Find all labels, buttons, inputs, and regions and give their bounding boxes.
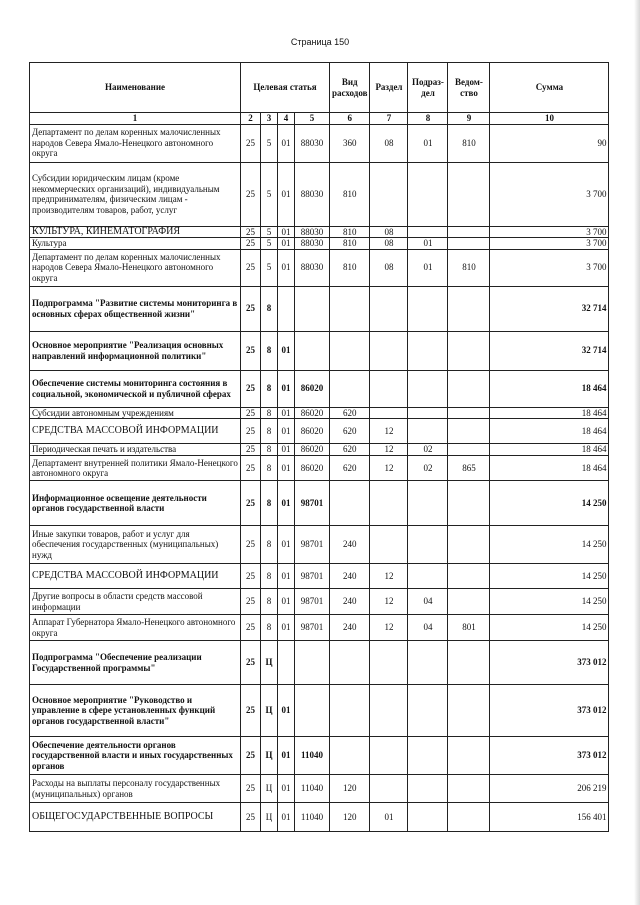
table-body bbox=[30, 124, 609, 832]
row-expense-type bbox=[330, 286, 370, 331]
row-subsection: 04 bbox=[408, 589, 448, 615]
row-sum: 18 464 bbox=[490, 444, 609, 456]
table-row bbox=[30, 162, 609, 226]
row-event: 01 bbox=[278, 226, 295, 238]
table-row bbox=[30, 615, 609, 641]
row-sum: 3 700 bbox=[490, 238, 609, 250]
row-subsection bbox=[408, 685, 448, 737]
row-section: 08 bbox=[370, 226, 408, 238]
row-section: 12 bbox=[370, 444, 408, 456]
row-subprogram: 8 bbox=[261, 589, 278, 615]
row-subprogram: Ц bbox=[261, 775, 278, 803]
row-event: 01 bbox=[278, 407, 295, 419]
row-program: 25 bbox=[241, 444, 261, 456]
table-row bbox=[30, 238, 609, 250]
col-number: 2 bbox=[241, 113, 261, 125]
row-direction bbox=[295, 685, 330, 737]
row-sum: 14 250 bbox=[490, 526, 609, 564]
row-department bbox=[448, 685, 490, 737]
row-sum: 18 464 bbox=[490, 456, 609, 481]
row-sum: 3 700 bbox=[490, 226, 609, 238]
row-subprogram: Ц bbox=[261, 803, 278, 832]
row-program: 25 bbox=[241, 481, 261, 526]
col-number: 8 bbox=[408, 113, 448, 125]
row-department bbox=[448, 419, 490, 444]
row-name: КУЛЬТУРА, КИНЕМАТОГРАФИЯ bbox=[30, 226, 241, 238]
scan-edge bbox=[634, 0, 640, 905]
row-direction bbox=[295, 641, 330, 685]
row-sum: 373 012 bbox=[490, 685, 609, 737]
row-expense-type: 810 bbox=[330, 162, 370, 226]
row-direction: 98701 bbox=[295, 564, 330, 589]
budget-table bbox=[29, 62, 609, 832]
row-subprogram: 8 bbox=[261, 419, 278, 444]
row-department bbox=[448, 226, 490, 238]
row-subprogram: 5 bbox=[261, 238, 278, 250]
row-department bbox=[448, 444, 490, 456]
row-name: Департамент по делам коренных малочисленных народов Севера Ямало-Ненецкого автономного округа bbox=[30, 124, 241, 162]
row-department: 810 bbox=[448, 249, 490, 286]
row-subsection: 01 bbox=[408, 238, 448, 250]
table-row bbox=[30, 331, 609, 370]
row-event: 01 bbox=[278, 589, 295, 615]
row-expense-type: 360 bbox=[330, 124, 370, 162]
row-event: 01 bbox=[278, 370, 295, 407]
row-department: 801 bbox=[448, 615, 490, 641]
row-section: 08 bbox=[370, 124, 408, 162]
row-expense-type: 810 bbox=[330, 249, 370, 286]
row-subsection bbox=[408, 370, 448, 407]
row-expense-type: 620 bbox=[330, 456, 370, 481]
row-subsection bbox=[408, 226, 448, 238]
row-subprogram: Ц bbox=[261, 641, 278, 685]
row-subsection bbox=[408, 286, 448, 331]
row-direction: 86020 bbox=[295, 456, 330, 481]
row-subsection bbox=[408, 775, 448, 803]
row-event: 01 bbox=[278, 331, 295, 370]
row-section bbox=[370, 331, 408, 370]
row-section: 12 bbox=[370, 419, 408, 444]
row-subprogram: 5 bbox=[261, 249, 278, 286]
table-row bbox=[30, 775, 609, 803]
row-section bbox=[370, 641, 408, 685]
row-subprogram: Ц bbox=[261, 685, 278, 737]
table-row bbox=[30, 481, 609, 526]
row-section bbox=[370, 407, 408, 419]
row-expense-type: 810 bbox=[330, 226, 370, 238]
row-name: Обеспечение деятельности органов государственной власти и иных государственных органов bbox=[30, 737, 241, 775]
row-direction: 86020 bbox=[295, 370, 330, 407]
row-program: 25 bbox=[241, 419, 261, 444]
table-row bbox=[30, 249, 609, 286]
col-number: 6 bbox=[330, 113, 370, 125]
table-row bbox=[30, 456, 609, 481]
row-event: 01 bbox=[278, 737, 295, 775]
col-number: 7 bbox=[370, 113, 408, 125]
row-expense-type: 620 bbox=[330, 444, 370, 456]
row-program: 25 bbox=[241, 407, 261, 419]
row-department bbox=[448, 803, 490, 832]
row-program: 25 bbox=[241, 685, 261, 737]
row-sum: 156 401 bbox=[490, 803, 609, 832]
row-direction: 88030 bbox=[295, 162, 330, 226]
row-subprogram: 8 bbox=[261, 526, 278, 564]
row-subsection bbox=[408, 641, 448, 685]
row-direction: 86020 bbox=[295, 419, 330, 444]
row-direction bbox=[295, 286, 330, 331]
row-direction: 11040 bbox=[295, 803, 330, 832]
table-row bbox=[30, 370, 609, 407]
row-department bbox=[448, 286, 490, 331]
row-section: 12 bbox=[370, 456, 408, 481]
row-sum: 32 714 bbox=[490, 286, 609, 331]
table-row bbox=[30, 226, 609, 238]
row-direction: 98701 bbox=[295, 526, 330, 564]
row-program: 25 bbox=[241, 775, 261, 803]
row-expense-type: 240 bbox=[330, 564, 370, 589]
row-department bbox=[448, 162, 490, 226]
row-sum: 373 012 bbox=[490, 641, 609, 685]
row-subprogram: 8 bbox=[261, 407, 278, 419]
row-program: 25 bbox=[241, 641, 261, 685]
row-event: 01 bbox=[278, 803, 295, 832]
row-subsection: 02 bbox=[408, 456, 448, 481]
row-direction: 88030 bbox=[295, 238, 330, 250]
header-name: Наименование bbox=[30, 63, 241, 113]
row-name: Иные закупки товаров, работ и услуг для обеспечения государственных (муниципальных) нужд bbox=[30, 526, 241, 564]
row-subsection: 01 bbox=[408, 124, 448, 162]
row-event: 01 bbox=[278, 775, 295, 803]
row-program: 25 bbox=[241, 456, 261, 481]
page-number-label: Страница 150 bbox=[290, 37, 350, 47]
row-program: 25 bbox=[241, 162, 261, 226]
row-program: 25 bbox=[241, 803, 261, 832]
row-event: 01 bbox=[278, 481, 295, 526]
row-direction: 98701 bbox=[295, 615, 330, 641]
row-department bbox=[448, 589, 490, 615]
row-expense-type bbox=[330, 685, 370, 737]
row-subprogram: 8 bbox=[261, 370, 278, 407]
row-direction: 11040 bbox=[295, 737, 330, 775]
row-department bbox=[448, 370, 490, 407]
row-sum: 14 250 bbox=[490, 564, 609, 589]
row-expense-type: 240 bbox=[330, 589, 370, 615]
row-name: СРЕДСТВА МАССОВОЙ ИНФОРМАЦИИ bbox=[30, 419, 241, 444]
row-subprogram: 8 bbox=[261, 481, 278, 526]
table-row bbox=[30, 444, 609, 456]
row-direction: 88030 bbox=[295, 124, 330, 162]
row-section: 12 bbox=[370, 615, 408, 641]
row-program: 25 bbox=[241, 226, 261, 238]
row-name: Подпрограмма "Обеспечение реализации Государственной программы" bbox=[30, 641, 241, 685]
row-subprogram: 8 bbox=[261, 286, 278, 331]
row-department bbox=[448, 641, 490, 685]
row-name: Культура bbox=[30, 238, 241, 250]
row-department bbox=[448, 331, 490, 370]
row-name: Субсидии автономным учреждениям bbox=[30, 407, 241, 419]
row-subsection: 01 bbox=[408, 249, 448, 286]
row-expense-type bbox=[330, 737, 370, 775]
row-event bbox=[278, 286, 295, 331]
row-sum: 14 250 bbox=[490, 481, 609, 526]
row-event: 01 bbox=[278, 526, 295, 564]
row-expense-type: 810 bbox=[330, 238, 370, 250]
row-direction: 86020 bbox=[295, 444, 330, 456]
row-event: 01 bbox=[278, 456, 295, 481]
row-name: Основное мероприятие "Руководство и управление в сфере установленных функций органов государственной власти" bbox=[30, 685, 241, 737]
row-subprogram: 8 bbox=[261, 456, 278, 481]
row-event: 01 bbox=[278, 124, 295, 162]
row-program: 25 bbox=[241, 238, 261, 250]
col-number: 4 bbox=[278, 113, 295, 125]
row-event: 01 bbox=[278, 249, 295, 286]
row-subsection bbox=[408, 803, 448, 832]
row-event: 01 bbox=[278, 419, 295, 444]
header-section: Раздел bbox=[370, 63, 408, 113]
col-number: 3 bbox=[261, 113, 278, 125]
row-subsection bbox=[408, 419, 448, 444]
row-name: Другие вопросы в области средств массовой информации bbox=[30, 589, 241, 615]
table-row bbox=[30, 407, 609, 419]
row-event: 01 bbox=[278, 564, 295, 589]
table-row bbox=[30, 641, 609, 685]
row-expense-type bbox=[330, 370, 370, 407]
row-sum: 373 012 bbox=[490, 737, 609, 775]
row-direction: 86020 bbox=[295, 407, 330, 419]
row-subsection bbox=[408, 407, 448, 419]
row-expense-type: 120 bbox=[330, 775, 370, 803]
row-program: 25 bbox=[241, 526, 261, 564]
header-subsection: Подраз-дел bbox=[408, 63, 448, 113]
row-sum: 206 219 bbox=[490, 775, 609, 803]
row-subprogram: 8 bbox=[261, 444, 278, 456]
row-event: 01 bbox=[278, 238, 295, 250]
row-subprogram: Ц bbox=[261, 737, 278, 775]
row-program: 25 bbox=[241, 615, 261, 641]
row-expense-type: 240 bbox=[330, 526, 370, 564]
row-program: 25 bbox=[241, 370, 261, 407]
row-expense-type bbox=[330, 481, 370, 526]
row-section bbox=[370, 685, 408, 737]
row-department bbox=[448, 407, 490, 419]
row-sum: 18 464 bbox=[490, 419, 609, 444]
table-row bbox=[30, 526, 609, 564]
table-row bbox=[30, 737, 609, 775]
row-subprogram: 8 bbox=[261, 331, 278, 370]
row-section: 12 bbox=[370, 564, 408, 589]
row-expense-type: 240 bbox=[330, 615, 370, 641]
header-target-article: Целевая статья bbox=[241, 63, 330, 113]
row-subsection: 04 bbox=[408, 615, 448, 641]
row-subsection bbox=[408, 481, 448, 526]
row-department bbox=[448, 564, 490, 589]
row-section bbox=[370, 286, 408, 331]
table-row bbox=[30, 589, 609, 615]
row-section bbox=[370, 162, 408, 226]
row-expense-type: 620 bbox=[330, 419, 370, 444]
row-name: ОБЩЕГОСУДАРСТВЕННЫЕ ВОПРОСЫ bbox=[30, 803, 241, 832]
row-subprogram: 5 bbox=[261, 226, 278, 238]
table-header bbox=[30, 63, 609, 125]
row-department bbox=[448, 238, 490, 250]
row-name: Департамент по делам коренных малочисленных народов Севера Ямало-Ненецкого автономного округа bbox=[30, 249, 241, 286]
row-name: Периодическая печать и издательства bbox=[30, 444, 241, 456]
row-subprogram: 8 bbox=[261, 564, 278, 589]
row-section: 01 bbox=[370, 803, 408, 832]
row-subsection bbox=[408, 162, 448, 226]
row-name: СРЕДСТВА МАССОВОЙ ИНФОРМАЦИИ bbox=[30, 564, 241, 589]
row-subprogram: 5 bbox=[261, 124, 278, 162]
row-program: 25 bbox=[241, 331, 261, 370]
row-expense-type: 620 bbox=[330, 407, 370, 419]
row-section: 12 bbox=[370, 589, 408, 615]
row-name: Подпрограмма "Развитие системы мониторинга в основных сферах общественной жизни" bbox=[30, 286, 241, 331]
header-sum: Сумма bbox=[490, 63, 609, 113]
row-name: Основное мероприятие "Реализация основных направлений информационной политики" bbox=[30, 331, 241, 370]
row-expense-type bbox=[330, 641, 370, 685]
row-name: Информационное освещение деятельности органов государственной власти bbox=[30, 481, 241, 526]
row-subprogram: 8 bbox=[261, 615, 278, 641]
row-event: 01 bbox=[278, 444, 295, 456]
row-section bbox=[370, 481, 408, 526]
row-section: 08 bbox=[370, 238, 408, 250]
row-subsection bbox=[408, 526, 448, 564]
row-program: 25 bbox=[241, 737, 261, 775]
row-direction: 98701 bbox=[295, 589, 330, 615]
row-sum: 18 464 bbox=[490, 407, 609, 419]
row-department: 865 bbox=[448, 456, 490, 481]
table-row bbox=[30, 685, 609, 737]
row-event bbox=[278, 641, 295, 685]
row-section bbox=[370, 370, 408, 407]
header-department: Ведом-ство bbox=[448, 63, 490, 113]
row-event: 01 bbox=[278, 685, 295, 737]
col-number: 9 bbox=[448, 113, 490, 125]
table-row bbox=[30, 286, 609, 331]
row-program: 25 bbox=[241, 286, 261, 331]
row-section bbox=[370, 737, 408, 775]
row-subsection bbox=[408, 331, 448, 370]
row-direction: 98701 bbox=[295, 481, 330, 526]
row-direction: 88030 bbox=[295, 226, 330, 238]
row-name: Департамент внутренней политики Ямало-Ненецкого автономного округа bbox=[30, 456, 241, 481]
row-sum: 14 250 bbox=[490, 589, 609, 615]
row-subsection bbox=[408, 737, 448, 775]
table-row bbox=[30, 124, 609, 162]
col-number: 10 bbox=[490, 113, 609, 125]
row-program: 25 bbox=[241, 589, 261, 615]
table-row bbox=[30, 419, 609, 444]
row-subsection: 02 bbox=[408, 444, 448, 456]
row-subprogram: 5 bbox=[261, 162, 278, 226]
table-row bbox=[30, 564, 609, 589]
row-expense-type: 120 bbox=[330, 803, 370, 832]
row-department: 810 bbox=[448, 124, 490, 162]
col-number: 1 bbox=[30, 113, 241, 125]
row-direction bbox=[295, 331, 330, 370]
row-department bbox=[448, 526, 490, 564]
row-event: 01 bbox=[278, 162, 295, 226]
row-section: 08 bbox=[370, 249, 408, 286]
row-name: Расходы на выплаты персоналу государственных (муниципальных) органов bbox=[30, 775, 241, 803]
col-number: 5 bbox=[295, 113, 330, 125]
row-department bbox=[448, 481, 490, 526]
row-name: Обеспечение системы мониторинга состояния в социальной, экономической и публичной сферах bbox=[30, 370, 241, 407]
row-section bbox=[370, 775, 408, 803]
row-sum: 32 714 bbox=[490, 331, 609, 370]
row-program: 25 bbox=[241, 249, 261, 286]
row-event: 01 bbox=[278, 615, 295, 641]
header-expense-type: Вид расходов bbox=[330, 63, 370, 113]
row-direction: 11040 bbox=[295, 775, 330, 803]
row-sum: 3 700 bbox=[490, 249, 609, 286]
row-department bbox=[448, 775, 490, 803]
row-name: Субсидии юридическим лицам (кроме некоммерческих организаций), индивидуальным предпринимателям, физическим лицам - производителям товаров, работ, услуг bbox=[30, 162, 241, 226]
row-sum: 90 bbox=[490, 124, 609, 162]
row-department bbox=[448, 737, 490, 775]
row-expense-type bbox=[330, 331, 370, 370]
row-name: Аппарат Губернатора Ямало-Ненецкого автономного округа bbox=[30, 615, 241, 641]
row-sum: 3 700 bbox=[490, 162, 609, 226]
row-direction: 88030 bbox=[295, 249, 330, 286]
row-subsection bbox=[408, 564, 448, 589]
row-program: 25 bbox=[241, 564, 261, 589]
row-sum: 14 250 bbox=[490, 615, 609, 641]
row-sum: 18 464 bbox=[490, 370, 609, 407]
row-program: 25 bbox=[241, 124, 261, 162]
row-section bbox=[370, 526, 408, 564]
table-row bbox=[30, 803, 609, 832]
